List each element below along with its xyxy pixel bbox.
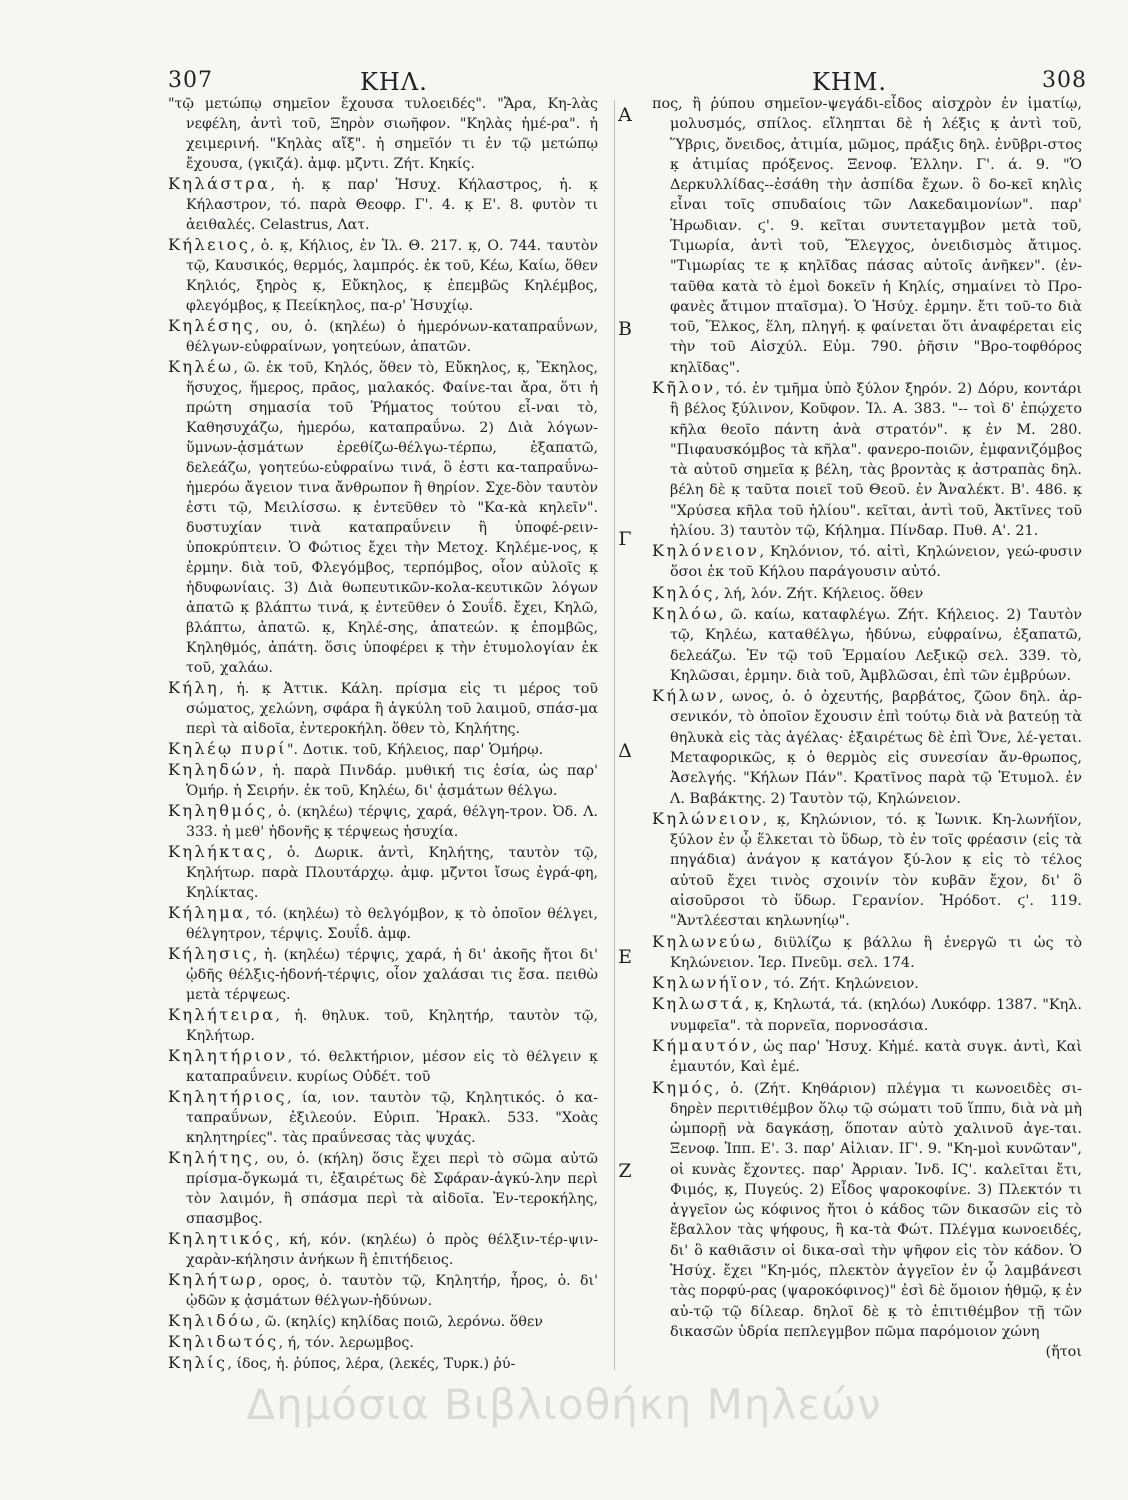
dictionary-entry — [168, 1270, 598, 1311]
entry-text: "τῷ μετώπῳ σημεῖον ἔχουσα τυλοειδές". "Ἄρα, Κη-λὰς νεφέλη, ἀντὶ τοῦ, Ξηρὸν σιωῆφον. "Κηλὰς ἡμέ-ρα". ἡ χειμερινή. "Κηλὰς αἴξ". ἡ σημεῖόν τι ἐν τῷ μετώπῳ ἔχουσα, (γκιζά). ἀμφ. μζ̈ντι. Ζήτ. Κηκίς. — [168, 96, 598, 172]
entry-text: , κ̣, Κηλώνιον, τό. κ̣ Ἰωνικ. Κη-λωνήϊον, ξύλον ἐν ᾧ ἕλκεται τὸ ὕδωρ, τὸ ἐν τοῖς φρέασιν (εἰς τὰ πηγάδια) ἀνάγον κ̣ κατάγον ξύ-λον κ̣ εἰς τὸ τέλος αὐτοῦ ἔχει τινὸς σχοινίν τὸν κυβᾶν ἔχον, δι' ὃ αἰσοῦρσοι τὸ ὕδωρ. Γερανίον. Ἡρόδοτ. ϛ'. 119. "Ἀντλέεσται κηλωνηίῳ". — [670, 811, 1082, 930]
dictionary-entry — [652, 686, 1082, 809]
entry-headword: Κηλήτης — [168, 1148, 255, 1167]
dictionary-entry — [652, 1078, 1082, 1343]
entry-headword: Κῆλον — [652, 377, 716, 397]
entry-text: , ὁ. (Ζήτ. Κηθάριον) πλέγμα τι κωνοειδὲς σι-δηρὲν περιτιθέμβον ὅλῳ τῷ σώματι τοῦ ἵππυ, διὰ νὰ μὴ ὠμπορῇ νὰ δαγκάσῃ, ὅποταν αὐτὸ χαλινοῦ ἀγε-ται. Ξενοφ. Ἱππ. Ε'. 3. παρ' Αἰλιαν. ΙΓ'. 9. "Κη-μοὶ κυνῶταν", οἱ κυνὰς ἔχοντες. παρ' Ἀρριαν. Ἰνδ. ΙϚ'. καλεῖται ἔτι, Φιμός, κ̣, Πυγεύς. 2) Εἶδος ψαροκοφίνε. 3) Πλεκτόν τι ἀγγεῖον ὡς κόφινος ἤτοι ὁ κάδος τῶν δικασῶν εἰς τὸ ἔβαλλον τὰς ψήφους, ἢ κα-τὰ Φώτ. Πλέγμα κωνοειδές, δι' ὃ καθιᾶσιν οἱ δικα-σαὶ τὴν ψῆφον εἰς τὸν κάδον. Ὁ Ἡσύχ. ἔχει "Κη-μός, πλεκτὸν ἀγγεῖον ἐν ᾧ λαμβάνεσι τὰς πορφύ-ρας (ψαροκόφινος)" ἐσὶ δὲ ὅμοιον ἡθμῷ, κ̣ ἐν αὐ-τῷ τῷ δίλεαρ. δηλοῖ δὲ κ̣ τὸ ἐπιτιθέμβον τῇ τῶν δικασῶν ὑδρία πεπλεγμβον πῶμα παρόμοιον χώνη — [670, 1080, 1082, 1340]
entry-headword: Κηλήτειρα — [168, 1005, 276, 1024]
entry-text: , ὁ. κ̣, Κήλιος, ἐν Ἰλ. Θ. 217. κ̣, Ο. 744. ταυτὸν τῷ, Καυσικός, θερμός, λαμπρός. ἐκ τοῦ, Κέω, Καίω, ὅθεν Κηλιός, ξηρὸς κ̣, Εὔκηλος, κ̣ ἐπεμβῶς Κηλέμβος, φλεγόμβος, κ̣ Πεείκηλος, πα-ρ' Ἡσυχίῳ. — [186, 238, 598, 314]
right-running-head: ΚΗΜ. — [812, 68, 888, 96]
entry-headword: Κηλόω — [652, 604, 719, 624]
entry-text: (ἤτοι — [1045, 1344, 1082, 1361]
entry-headword: Κηλητικός — [168, 1229, 276, 1248]
entry-headword: Κηλωνήϊον — [652, 973, 765, 993]
entry-headword: Κηλόνειον — [652, 541, 760, 561]
dictionary-entry — [168, 944, 598, 1005]
dictionary-entry — [168, 903, 598, 944]
dictionary-entry — [652, 994, 1082, 1036]
entry-headword: Κήλημα — [168, 903, 246, 922]
entry-headword: Κηληθμός — [168, 801, 268, 820]
entry-text: , ου, ὁ. (κηλέω) ὁ ἡμερόνων-καταπραΰνων, θέλγων-εὐφραίνων, γοητεύων, ἀπατῶν. — [186, 319, 598, 355]
entry-headword: Κηλωστά — [652, 994, 745, 1014]
entry-headword: Κηλιδόω — [168, 1311, 256, 1330]
dictionary-entry — [652, 604, 1082, 686]
entry-headword: Κήλειος — [168, 235, 251, 254]
entry-headword: Κήλων — [652, 686, 719, 706]
right-column — [652, 94, 1082, 1362]
section-marker-e: Ε — [618, 946, 632, 968]
dictionary-entry — [168, 1311, 598, 1332]
dictionary-entry — [652, 973, 1082, 994]
dictionary-entry — [168, 94, 598, 174]
dictionary-entry — [652, 541, 1082, 583]
entry-text: , ἡ. κ̣ Ἀττικ. Κάλη. πρίσμα εἰς τι μέρος τοῦ σώματος, χελώνη, σφάρα ἢ ἀγκύλη τοῦ λαιμοῦ, σπάσ-μα περὶ τὰ αἰδοῖα, ἐντεροκήλη. ὅθεν τὸ, Κηλήτης. — [186, 681, 598, 737]
entry-text: , ῶ. ἐκ τοῦ, Κηλός, ὅθεν τὸ, Εὔκηλος, κ̣, Ἔκηλος, ἥσυχος, ἥμερος, πρᾶος, μαλακός. Φαίνε-ται ἄρα, ὅτι ἡ πρώτη σημασία τοῦ Ῥήματος τούτου εἶ-ναι τὸ, Καθησυχάζω, ἡμερόω, καταπραΰνω. 2) Διὰ λόγων-ὕμνων-ᾀσμάτων ἐρεθίζω-θέλγω-τέρπω, ἐξαπατῶ, δελεάζω, γοητεύω-εὐφραίνω τινά, ὃ ἐστι κα-ταπραΰνω-ἡμερόω ἄγειον τινα ἄνθρωπον ἢ θηρίον. Σχε-δὸν ταυτὸν ἐστι τῷ, Μειλίσσω. κ̣ ἐντεῦθεν τὸ "Κα-κὰ κηλεῖν". δυστυχίαν τινὰ καταπραΰνειν ἢ ὑποφέ-ρειν-ὑποκρύπτειν. Ὁ Φώτιος ἔχει τὴν Μετοχ. Κηλέμε-νος, κ̣ ἑρμην. διὰ τοῦ, Φλεγόμβος, τερπόμβος, οἷον αὐλοῖς κ̣ ἡδυφωνίαις. 3) Διὰ θωπευτικῶν-κολα-κευτικῶν λόγων ἀπατῶ κ̣ βλάπτω τινά, κ̣ ἐντεῦθεν ὁ Σουΐδ. ἔχει, Κηλῶ, βλάπτω, ἀπατῶ. κ̣, Κηλέ-σης, ἀπατεών. κ̣ ἐπομβῶς, Κηληθμός, ἀπάτη. ὅσις ὑποφέρει κ̣ τὴν ἐτυμολογίαν ἐκ τοῦ, χαλάω. — [186, 360, 598, 676]
dictionary-entry — [168, 801, 598, 842]
dictionary-entry — [652, 932, 1082, 974]
entry-text: ". Δοτικ. τοῦ, Κήλειος, παρ' Ὁμήρῳ. — [287, 742, 544, 758]
dictionary-entry — [652, 94, 1082, 378]
dictionary-entry — [168, 1087, 598, 1148]
entry-headword: Κηλήκτας — [168, 842, 268, 861]
entry-text: , κή, κόν. (κηλέω) ὁ πρὸς θέλξιν-τέρ-ψιν-χαρὰν-κήλησιν ἀνήκων ἢ ἐπιτήδειος. — [186, 1232, 598, 1268]
dictionary-entry — [168, 235, 598, 316]
section-marker-a: Α — [618, 104, 632, 126]
entry-text: , διϋλίζω κ̣ βάλλω ἢ ἐνεργῶ τι ὡς τὸ Κηλώνειον. Ἱερ. Πνεῦμ. σελ. 174. — [670, 934, 1082, 971]
dictionary-entry — [652, 378, 1082, 541]
entry-headword: Κήλησις — [168, 944, 253, 963]
dictionary-entry — [652, 1342, 1082, 1362]
entry-text: , ὁ. (κηλέω) τέρψις, χαρά, θέλγη-τρον. Ὀδ. Λ. 333. ἡ μεθ' ἡδονῆς κ̣ τέρψεως ἡσυχία. — [186, 804, 598, 840]
entry-text: , τό. Ζήτ. Κηλώνειον. — [764, 976, 919, 993]
dictionary-entry — [168, 842, 598, 903]
section-marker-c: Γ — [618, 528, 632, 550]
entry-headword: Κηλάστρα — [168, 174, 271, 193]
entry-text: , ῶ. (κηλίς) κηλίδας ποιῶ, λερόνω. ὅθεν — [255, 1314, 543, 1330]
dictionary-entry — [168, 316, 598, 357]
entry-text: , ου, ὁ. (κήλη) ὅσις ἔχει περὶ τὸ σῶμα αὐτῶ πρίσμα-ὄγκωμά τι, ἐξαιρέτως δὲ Σφάραν-ἀγκύ-λην περὶ τὸν λαιμόν, ἢ σπάσμα περὶ τὰ αἰδοῖα. Ἐν-τεροκήλης, σπασμβος. — [186, 1151, 598, 1227]
entry-text: , ἡ. θηλυκ. τοῦ, Κηλητήρ, ταυτὸν τῷ, Κηλήτωρ. — [186, 1008, 598, 1044]
entry-text: πος, ἢ ῥύπου σημεῖον-ψεγάδι-εἶδος αἰσχρὸν ἐν ἱματίῳ, μολυσμός, σπίλος. εἴληπται δὲ ἡ λέξις κ̣ ἀντὶ τοῦ, Ὕβρις, ὄνειδος, ἀτιμία, μῶμος, πράξις δηλ. ἐνῦβρι-στος κ̣ ἀτιμίας πρόξενος. Ξενοφ. Ἑλλην. Γ'. ά. 9. "Ὁ Δερκυλλίδας--ἐσάθη τὴν ἀσπίδα ἔχων. ὃ δο-κεῖ κηλὶς εἶναι τοῖς σπυδαίοις τῶν Λακεδαιμονίων". παρ' Ἡρωδιαν. ϛ'. 9. κεῖται συντεταγμβον μετὰ τοῦ, Τιμωρία, ἀντὶ τοῦ, Ἔλεγχος, ὀνειδισμὸς ἄτιμος. "Τιμωρίας τε κ̣ κηλῖδας πάσας αὐτοῖς ἀνῆκεν". (ἐν-ταῦθα κατὰ τὸ ἐμοὶ δοκεῖν ἡ Κηλίς, σημαίνει τὸ Προ-φανὲς ἄτιμον πταῖσμα). Ὁ Ἡσύχ. ἑρμην. ἔτι τοῦ-το διὰ τοῦ, Ἕλκος, ἕλη, πληγή. κ̣ φαίνεται ὅτι ἀναφέρεται εἰς τὴν τοῦ Αἰσχύλ. Εὐμ. 790. ῥῆσιν "Βρο-τοφθόρος κηλῖδας". — [652, 96, 1082, 376]
entry-headword: Κηλητήριον — [168, 1046, 288, 1065]
entry-text: , τό. θελκτήριον, μέσον εἰς τὸ θέλγειν κ̣ καταπραΰνειν. κυρίως Οὐδέτ. τοῦ — [186, 1049, 598, 1085]
section-marker-d: Δ — [618, 740, 632, 762]
entry-text: , ή, τόν. λερωμβος. — [278, 1335, 414, 1351]
entry-headword: Κήλη — [168, 678, 220, 697]
right-page-number: 308 — [1042, 68, 1087, 93]
dictionary-entry — [652, 583, 1082, 604]
entry-text: , ἡ. (κηλέω) τέρψις, χαρά, ἡ δι' ἀκοῆς ἤτοι δι' ᾠδῆς θέλξις-ἡδονή-τέρψις, οἷον χαλάσαι τις ἔσα. πειθὼ μετὰ τέρψεως. — [186, 947, 598, 1003]
section-marker-f: Ζ — [618, 1160, 632, 1182]
dictionary-entry — [168, 1148, 598, 1229]
entry-headword: Κηλήτωρ — [168, 1270, 259, 1289]
entry-headword: Κηλέῳ πυρί — [168, 739, 288, 758]
dictionary-entry — [168, 739, 598, 760]
entry-text: , ὁ. Δωρικ. ἀντὶ, Κηλήτης, ταυτὸν τῷ, Κηλήτωρ. παρὰ Πλουτάρχῳ. ἀμφ. μζ̈ντοι ἴσως ἐγρά-φη, Κηλίκτας. — [186, 845, 598, 901]
entry-text: , ἡ. παρὰ Πινδάρ. μυθική τις ἐσία, ὡς παρ' Ὁμήρ. ἡ Σειρήν. ἐκ τοῦ, Κηλέω, δι' ᾀσμάτων θέλγω. — [186, 763, 598, 799]
entry-text: , Κηλόνιον, τό. αἰτὶ, Κηλώνειον, γεώ-φυσιν ὅσοι ἐκ τοῦ Κήλου παράγουσιν αὐτό. — [670, 544, 1082, 581]
dictionary-entry — [168, 1046, 598, 1087]
entry-headword: Κηλίς — [168, 1353, 228, 1372]
left-page-number: 307 — [168, 68, 213, 93]
dictionary-entry — [168, 1229, 598, 1270]
entry-headword: Κηλέσης — [168, 316, 255, 335]
entry-headword: Κηλώνειον — [652, 808, 763, 828]
entry-text: , ία, ιον. ταυτὸν τῷ, Κηλητικός. ὁ κα-ταπραΰνων, ἐξιλεούν. Εὐριπ. Ἡρακλ. 533. "Χοὰς κηλητηρίες". τὰς πραΰνεσας τὰς ψυχάς. — [186, 1090, 598, 1146]
entry-headword: Κηλητήριος — [168, 1087, 287, 1106]
entry-text: , λή, λόν. Ζήτ. Κήλειος. ὅθεν — [714, 585, 924, 602]
entry-text: , ίδος, ἡ. ῥύπος, λέρα, (λεκές, Τυρκ.) ῥύ- — [227, 1356, 516, 1372]
entry-text: , ορος, ὁ. ταυτὸν τῷ, Κηλητήρ, ἦρος, ὁ. δι' ᾠδῶν κ̣ ᾀσμάτων θέλγων-ἡδύνων. — [186, 1273, 598, 1309]
dictionary-entry — [168, 357, 598, 678]
entry-headword: Κηλός — [652, 582, 715, 602]
entry-headword: Κήμαυτόν — [652, 1035, 753, 1055]
entry-headword: Κηλιδωτός — [168, 1332, 279, 1351]
dictionary-entry — [168, 1332, 598, 1353]
dictionary-entry — [168, 760, 598, 801]
dictionary-entry — [652, 809, 1082, 932]
dictionary-entry — [168, 174, 598, 235]
entry-text: , ωνος, ὁ. ὁ ὀχευτής, βαρβάτος, ζῶον δηλ. ἀρ-σενικόν, τὸ ὁποῖον ἔχουσιν ἐπὶ τούτῳ διὰ νὰ βατεύῃ τὰ θηλυκὰ εἰς τὰς ἀγέλας· ἐξαιρέτως δὲ ἐπὶ Ὄνε, λέ-γεται. Μεταφορικῶς, κ̣ ὁ θερμὸς εἰς συνεσίαν ἄν-θρωπος, Ἀσελγής. "Κήλων Πάν". Κρατῖνος παρὰ τῷ Ἐτυμολ. ἐν Λ. Βαβάκτης. 2) Ταυτὸν τῷ, Κηλώνειον. — [670, 689, 1082, 807]
left-column — [168, 94, 598, 1374]
entry-text: , ῶ. καίω, καταφλέγω. Ζήτ. Κήλειος. 2) Ταυτὸν τῷ, Κηλέω, καταθέλγω, ἡδύνω, εὐφραίνω, ἐξαπατῶ, δελεάζω. Ἐν τῷ τοῦ Ἑρμαίου Λεξικῷ σελ. 339. τὸ, Κηλῶσαι, ἑρμην. διὰ τοῦ, Ἀμβλῶσαι, ἐπὶ τῶν ἐμβρύων. — [670, 607, 1082, 684]
entry-text: , ὡς παρ' Ἡσυχ. Κἠμέ. κατὰ συγκ. ἀντὶ, Καὶ ἐμαυτόν, Καὶ ἐμέ. — [670, 1038, 1082, 1076]
entry-headword: Κηλέω — [168, 357, 234, 376]
section-marker-b: Β — [618, 318, 632, 340]
entry-text: , ἡ. κ̣ παρ' Ἡσυχ. Κήλαστρος, ἡ. κ̣ Κήλαστρον, τό. παρὰ Θεοφρ. Γ'. 4. κ̣ Ε'. 8. φυτὸν τι ἀειθαλές. Celastrus, Λατ. — [186, 177, 598, 233]
dictionary-entry — [652, 1036, 1082, 1078]
entry-text: , τό. ἐν τμῆμα ὑπὸ ξύλον ξηρόν. 2) Δόρυ, κοντάρι ἢ βέλος ξύλινον, Κοῦφον. Ἰλ. Α. 383. "-- τοὶ δ' ἐπῴχετο κῆλα θεοῖο πάντη ἀνὰ στρατόν". κ̣ ἐν Μ. 280. "Πιφαυσκόμβος τὰ κῆλα". φανερο-ποιῶν, ἐμφανιζόμβος τὰ αὐτοῦ σημεῖα κ̣ βέλη, τὰς βροντὰς κ̣ ἀστραπὰς δηλ. βέλη δὲ κ̣ ταῦτα ποιεῖ τοῦ Θεοῦ. ἐν Ἀναλέκτ. Β'. 486. κ̣ "Χρύσεα κῆλα τοῦ ἡλίου". κεῖται, ἀντὶ τοῦ, Ἀκτῖνες τοῦ ἡλίου. 3) ταυτὸν τῷ, Κήλημα. Πίνδαρ. Πυθ. Α'. 21. — [670, 380, 1082, 539]
library-watermark: Δημόσια Βιβλιοθήκη Μηλεών — [246, 1380, 882, 1429]
entry-headword: Κηλωνεύω — [652, 931, 758, 951]
dictionary-entry — [168, 1353, 598, 1374]
entry-text: , κ̣, Κηλωτά, τά. (κηλόω) Λυκόφρ. 1387. "Κηλ. νυμφεῖα". τὰ πορνεῖα, πορνοσάσια. — [670, 997, 1082, 1034]
entry-headword: Κηληδών — [168, 760, 260, 779]
entry-headword: Κημός — [652, 1077, 716, 1097]
dictionary-entry — [168, 1005, 598, 1046]
dictionary-entry — [168, 678, 598, 739]
entry-text: , τό. (κηλέω) τὸ θελγόμβον, κ̣ τὸ ὁποῖον θέλγει, θέλγητρον, τέρψις. Σουΐδ. ἀμφ. — [186, 906, 598, 942]
left-running-head: ΚΗΛ. — [360, 68, 428, 96]
